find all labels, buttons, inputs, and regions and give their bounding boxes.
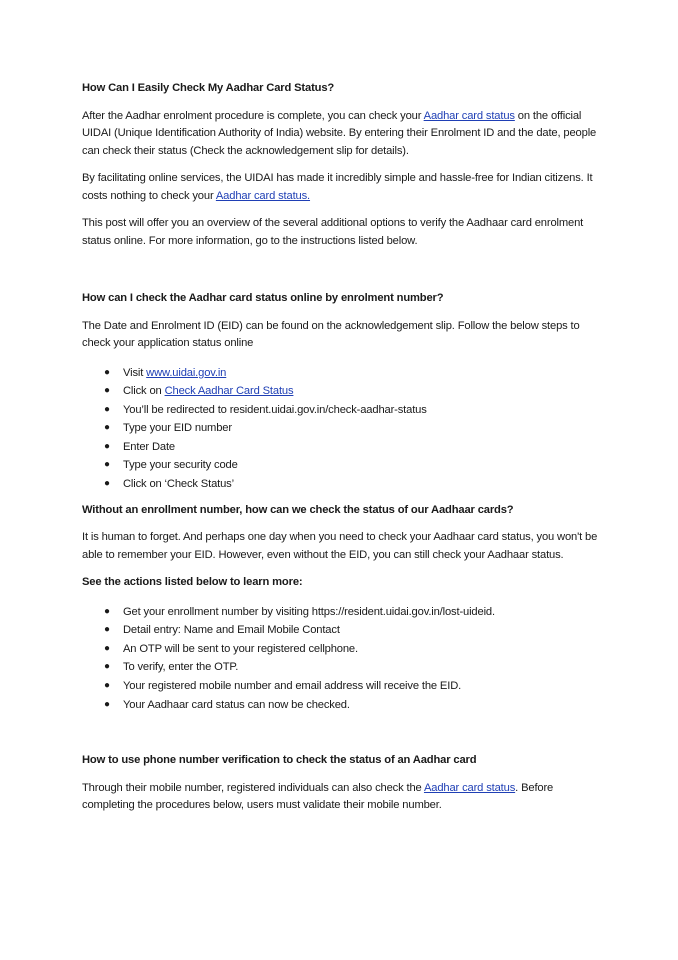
overview-paragraph: This post will offer you an overview of the several additional options to verify the Aadhaar card enrolment status online. For more information, go to the instructions listed below.	[82, 217, 584, 247]
bullet-icon: ●	[104, 661, 110, 673]
list-item: ● Detail entry: Name and Email Mobile Contact	[82, 621, 602, 640]
section-title-enrolment-number: How can I check the Aadhar card status online by enrolment number?	[82, 292, 444, 304]
check-aadhar-card-status-link[interactable]: Check Aadhar Card Status	[164, 385, 294, 398]
forget-eid-paragraph: It is human to forget. And perhaps one day when you need to check your Aadhaar card status, you won't be able to remember your EID. However, even without the EID, you can still check your Aadhaar status.	[82, 531, 598, 561]
bullet-icon: ●	[104, 422, 110, 434]
bullet-icon: ●	[104, 478, 110, 490]
bullet-icon: ●	[104, 440, 110, 452]
list-item: ● An OTP will be sent to your registered cellphone.	[82, 640, 602, 659]
eid-paragraph: The Date and Enrolment ID (EID) can be found on the acknowledgement slip. Follow the below steps to check your application status online	[82, 319, 580, 349]
bullet-icon: ●	[104, 698, 110, 710]
bullet-icon: ●	[104, 642, 110, 654]
list-item: ● You’ll be redirected to resident.uidai.gov.in/check-aadhar-status	[82, 401, 602, 420]
list-item: ● Get your enrollment number by visiting https://resident.uidai.gov.in/lost-uideid.	[82, 603, 602, 622]
bullet-icon: ●	[104, 403, 110, 415]
lost-eid-steps-list	[82, 603, 602, 715]
intro-paragraph: After the Aadhar enrolment procedure is complete, you can check your Aadhar card status on the official UIDAI (Unique Identification Authority of India) website. By entering their Enrolment ID and the date, people can check their status (Check the acknowledgement slip for details).	[82, 109, 597, 157]
mobile-paragraph: Through their mobile number, registered individuals can also check the Aadhar card status. Before completing the procedures below, users must validate their mobile number.	[82, 781, 554, 812]
list-item: ● To verify, enter the OTP.	[82, 658, 602, 677]
bullet-icon: ●	[104, 385, 110, 397]
aadhar-status-link[interactable]: Aadhar card status	[423, 109, 515, 122]
list-item: ● Your registered mobile number and email address will receive the EID.	[82, 677, 602, 696]
uidai-website-link[interactable]: www.uidai.gov.in	[146, 366, 227, 379]
list-item: ● Type your security code	[82, 456, 602, 475]
list-item: ● Your Aadhaar card status can now be checked.	[82, 696, 602, 715]
section-title-phone-verification: How to use phone number verification to check the status of an Aadhar card	[82, 754, 477, 767]
section-title-without-enrollment: Without an enrollment number, how can we check the status of our Aadhaar cards?	[82, 503, 514, 516]
bullet-icon: ●	[104, 366, 110, 378]
bullet-icon: ●	[104, 624, 110, 636]
list-item: ● Visit www.uidai.gov.in	[82, 364, 602, 383]
bullet-icon: ●	[104, 605, 110, 617]
list-item: ● Type your EID number	[82, 419, 602, 438]
aadhar-status-link-3[interactable]: Aadhar card status	[423, 781, 516, 794]
bullet-icon: ●	[104, 680, 110, 692]
list-item: ● Click on ‘Check Status’	[82, 475, 602, 494]
section-title-check-status: How Can I Easily Check My Aadhar Card Status?	[82, 82, 335, 94]
enrolment-steps-list	[82, 364, 602, 494]
subsection-title-actions: See the actions listed below to learn more:	[82, 576, 303, 589]
bullet-icon: ●	[104, 459, 110, 471]
list-item: ● Click on Check Aadhar Card Status	[82, 382, 602, 401]
document-content	[82, 80, 602, 815]
uidai-paragraph: By facilitating online services, the UIDAI has made it incredibly simple and hassle-free for Indian citizens. It costs nothing to check your Aadhar card status.	[82, 172, 593, 202]
list-item: ● Enter Date	[82, 438, 602, 457]
aadhar-status-link-2[interactable]: Aadhar card status.	[215, 189, 311, 202]
